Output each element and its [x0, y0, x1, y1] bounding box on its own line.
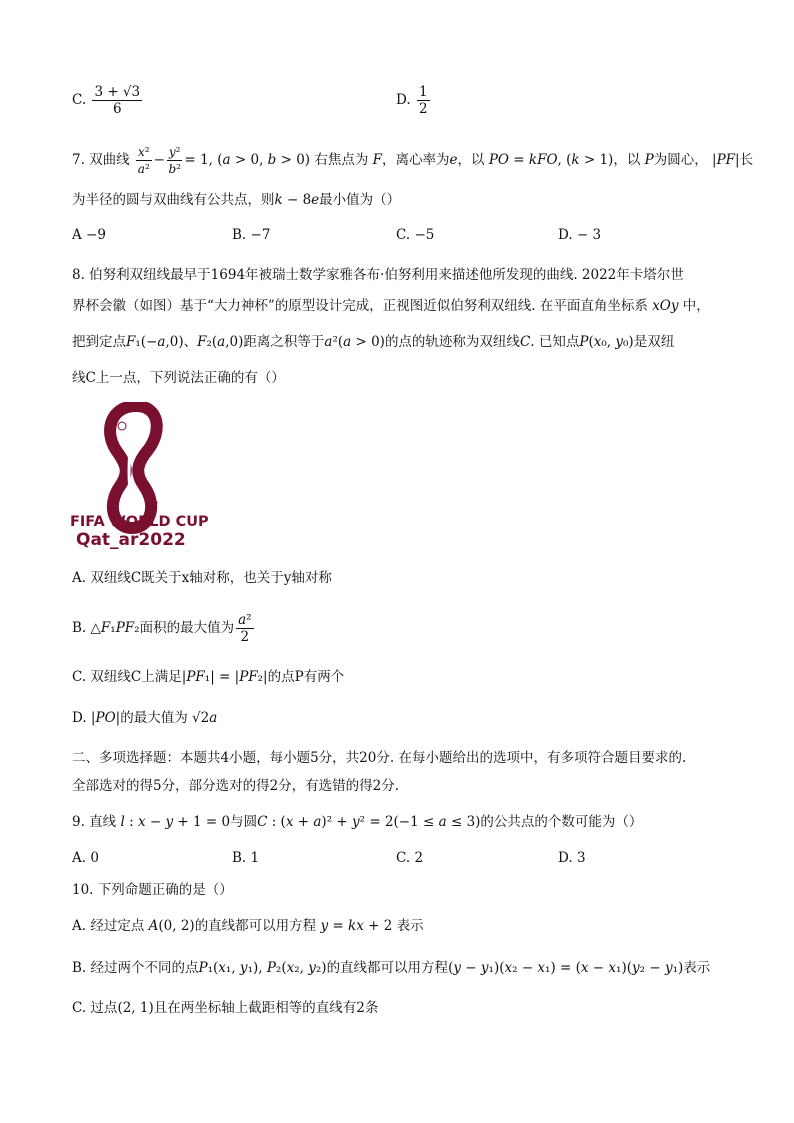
- q8-text: 把到定点: [72, 334, 126, 350]
- q8-option-d: D. |PO|的最大值为 √2a: [72, 710, 218, 726]
- q10-text: 表示: [683, 960, 711, 976]
- logo-text-qatar: Qat_ar2022: [76, 530, 186, 550]
- q9-text: 的公共点的个数可能为（）: [480, 814, 643, 830]
- q9-text: 与圆: [230, 814, 258, 830]
- q7-text: 右焦点为: [314, 152, 369, 168]
- q7-text: 为半径的圆与双曲线有公共点，则: [72, 192, 275, 208]
- fraction: $\frac{\text{y²}}{\text{b²}}$: [168, 145, 181, 176]
- q7-option-c: C. −5: [396, 227, 435, 243]
- option-label: C.: [72, 92, 87, 108]
- denominator: 2: [418, 101, 428, 117]
- q8-text: 中，: [682, 298, 710, 314]
- q8-text: 、: [183, 334, 198, 350]
- section2-line2: 全部选对的得5分，部分选对的得2分，有选错的得2分.: [72, 778, 400, 794]
- q8-text: 界杯会徽（如图）基于“大力神杯”的原型设计完成，正视图近似伯努利双纽线. 在平面直角坐标系: [72, 298, 648, 314]
- q8-text: 的点P有两个: [267, 669, 345, 685]
- q8-option-b: B. △F₁PF₂面积的最大值为 $\frac{\text{a²}}{2}$: [72, 612, 252, 645]
- q8-text: 的点的轨迹称为双纽线: [384, 334, 520, 350]
- q8-line3: 把到定点F₁(−a,0)、F₂(a,0)距离之积等于a²(a > 0)的点的轨迹称为双纽线C. 已知点P(x₀, y₀)是双纽: [72, 334, 675, 350]
- option-label: D.: [396, 92, 411, 108]
- q10-text: 的直线都可以用方程: [194, 918, 317, 934]
- q8-line4: 线C上一点，下列说法正确的有（）: [72, 370, 285, 386]
- q6-option-d: [396, 84, 432, 117]
- fraction: [417, 84, 430, 117]
- q8-option-a: A. 双纽线C既关于x轴对称，也关于y轴对称: [72, 570, 332, 586]
- option-label: B.: [72, 620, 87, 636]
- q7-line2: 为半径的圆与双曲线有公共点，则k − 8e最小值为（）: [72, 192, 401, 208]
- q8-line2: 界杯会徽（如图）基于“大力神杯”的原型设计完成，正视图近似伯努利双纽线. 在平面直角坐标系 xOy 中，: [72, 298, 710, 314]
- q7-option-a: A −9: [72, 227, 106, 243]
- question-number: 7.: [72, 152, 85, 168]
- q10-text: 表示: [396, 918, 424, 934]
- q7-text: 最小值为（）: [319, 192, 401, 208]
- q10-text: B. 经过两个不同的点: [72, 960, 199, 976]
- numerator: 3 + √3: [94, 84, 141, 100]
- q8-text: C. 双纽线C上满足: [72, 669, 182, 685]
- q7-text: 双曲线: [89, 152, 130, 168]
- q9-option-b: B. 1: [232, 850, 260, 866]
- q9-stem: 9. 直线 l : x − y + 1 = 0与圆C : (x + a)² + y² = 2(−1 ≤ a ≤ 3)的公共点的个数可能为（）: [72, 814, 643, 830]
- fraction: $\frac{\text{x²}}{\text{a²}}$: [137, 145, 150, 176]
- q10-text: C. 过点: [72, 1000, 118, 1016]
- denominator: 6: [112, 101, 122, 117]
- fraction: $\frac{\text{a²}}{2}$: [238, 612, 252, 645]
- q8-text: 距离之积等于: [243, 334, 325, 350]
- q7-option-b: B. −7: [232, 227, 271, 243]
- q9-option-d: D. 3: [558, 850, 586, 866]
- q7-text: 长: [739, 152, 754, 168]
- q7-text: ，离心率为: [382, 152, 450, 168]
- q6-option-c: [72, 84, 144, 117]
- q8-text: 的最大值为: [120, 710, 188, 726]
- q8-text: . 已知点: [530, 334, 580, 350]
- q9-text: 9. 直线: [72, 814, 117, 830]
- section2-line1: 二、多项选择题：本题共4小题，每小题5分，共20分. 在每小题给出的选项中，有多项符合题目要求的.: [72, 750, 687, 766]
- fraction: [92, 84, 142, 117]
- option-label: D.: [72, 710, 87, 726]
- q9-option-a: A. 0: [72, 850, 99, 866]
- q9-option-c: C. 2: [396, 850, 424, 866]
- q7-text: 为圆心，: [653, 152, 708, 168]
- q10-option-b: B. 经过两个不同的点P₁(x₁, y₁), P₂(x₂, y₂)的直线都可以用方程(y − y₁)(x₂ − x₁) = (x − x₁)(y₂ − y₁)表示: [72, 960, 711, 976]
- q10-option-a: A. 经过定点 A(0, 2)的直线都可以用方程 y = kx + 2 表示: [72, 918, 424, 934]
- q10-text: A. 经过定点: [72, 918, 145, 934]
- q7-line1: 7. 双曲线 $\frac{\text{x²}}{\text{a²}}$ − $\frac{\text{y²}}{\text{b²}}$ = 1, (a > 0, b > 0) 右焦点为 F，离心率为e，以 PO = kFO, (k > 1)，以 P为圆心， |PF|长: [72, 145, 754, 176]
- q8-option-c: C. 双纽线C上满足|PF₁| = |PF₂|的点P有两个: [72, 669, 345, 685]
- q10-option-c: C. 过点(2, 1)且在两坐标轴上截距相等的直线有2条: [72, 1000, 379, 1016]
- q7-option-d: D. − 3: [558, 227, 602, 243]
- q8-text: 面积的最大值为: [139, 620, 235, 636]
- q10-text: 且在两坐标轴上截距相等的直线有2条: [153, 1000, 379, 1016]
- q8-text: 是双纽: [633, 334, 675, 350]
- q10-stem: 10. 下列命题正确的是（）: [72, 882, 233, 898]
- numerator: 1: [418, 84, 428, 100]
- q10-text: 的直线都可以用方程: [326, 960, 449, 976]
- q7-text: ，以: [457, 152, 485, 168]
- logo-text-fifa: FIFA WORLD CUP: [70, 514, 209, 530]
- q8-line1: 8. 伯努利双纽线最早于1694年被瑞士数学家雅各布·伯努利用来描述他所发现的曲线. 2022年卡塔尔世: [72, 267, 684, 283]
